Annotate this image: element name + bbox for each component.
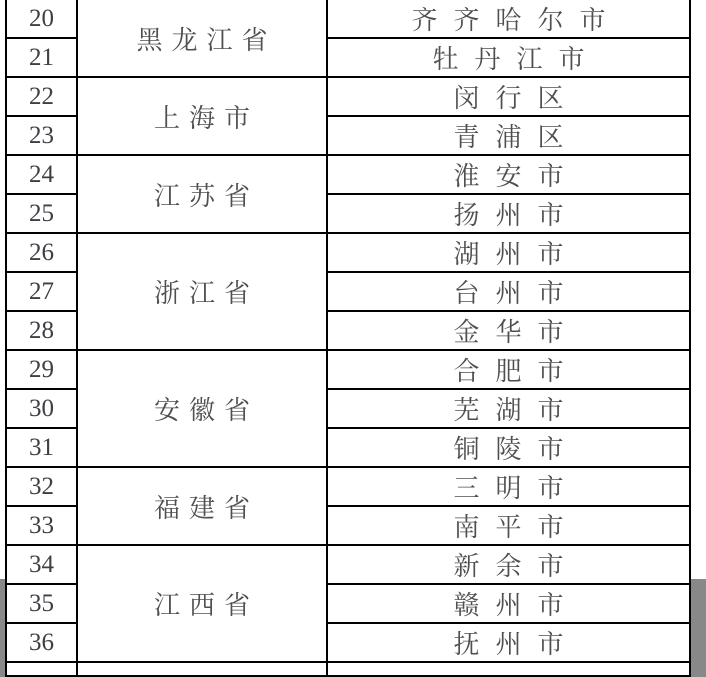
province-cell: 江苏省 [77,155,327,233]
table-row [6,545,690,584]
table-body [6,0,690,676]
table-row [6,0,690,38]
city-cell: 扬州市 [327,194,690,233]
province-cell: 福建省 [77,467,327,545]
table-row [6,350,690,389]
row-number-cell: 26 [6,233,77,272]
row-number-cell: 22 [6,77,77,116]
city-cell: 金华市 [327,311,690,350]
row-number-cell: 32 [6,467,77,506]
row-number-cell: 27 [6,272,77,311]
city-cell: 闵行区 [327,77,690,116]
province-cell: 浙江省 [77,233,327,350]
city-cell: 齐齐哈尔市 [327,0,690,38]
city-cell: 抚州市 [327,623,690,662]
table-row [6,155,690,194]
city-cell: 青浦区 [327,116,690,155]
province-cell: 安徽省 [77,350,327,467]
province-cell: 江西省 [77,545,327,662]
city-cell [327,662,690,676]
row-number-cell: 29 [6,350,77,389]
province-cell: 黑龙江省 [77,0,327,77]
row-number-cell: 20 [6,0,77,38]
city-cell: 铜陵市 [327,428,690,467]
row-number-cell: 35 [6,584,77,623]
row-number-cell: 28 [6,311,77,350]
table-row-partial [6,662,690,676]
province-cell [77,662,327,676]
city-cell: 新余市 [327,545,690,584]
row-number-cell [6,662,77,676]
table-row [6,233,690,272]
table-row [6,77,690,116]
city-cell: 三明市 [327,467,690,506]
city-cell: 芜湖市 [327,389,690,428]
row-number-cell: 34 [6,545,77,584]
table-row [6,467,690,506]
city-cell: 台州市 [327,272,690,311]
row-number-cell: 24 [6,155,77,194]
row-number-cell: 36 [6,623,77,662]
row-number-cell: 23 [6,116,77,155]
row-number-cell: 25 [6,194,77,233]
city-cell: 合肥市 [327,350,690,389]
row-number-cell: 30 [6,389,77,428]
row-number-cell: 21 [6,38,77,77]
province-city-table [5,0,691,677]
city-cell: 湖州市 [327,233,690,272]
city-cell: 牡丹江市 [327,38,690,77]
row-number-cell: 33 [6,506,77,545]
city-cell: 淮安市 [327,155,690,194]
city-cell: 赣州市 [327,584,690,623]
row-number-cell: 31 [6,428,77,467]
province-cell: 上海市 [77,77,327,155]
city-cell: 南平市 [327,506,690,545]
